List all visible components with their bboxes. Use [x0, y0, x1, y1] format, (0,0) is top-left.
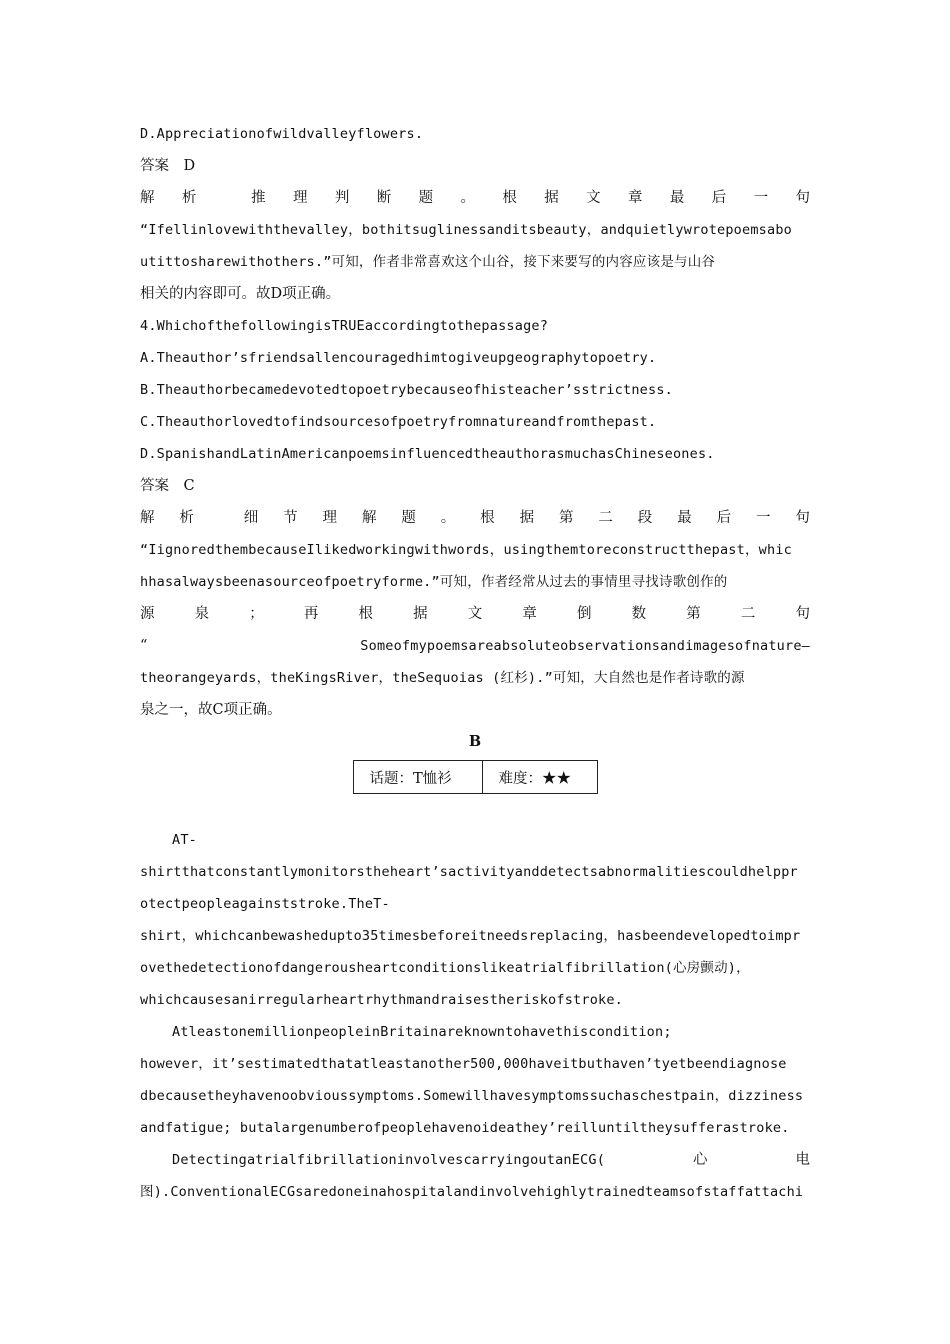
passage-p2-line-4: andfatigue; butalargenumberofpeoplehavenoideathey’reilluntiltheysufferastroke. — [140, 1120, 790, 1136]
q4-analysis-line-2: “IignoredthembecauseIlikedworkingwithwords，usingthemtoreconstructthepast，whic — [140, 542, 792, 558]
passage-p1-line-4: shirt，whichcanbewashedupto35timesbeforeitneedsreplacing，hasbeendevelopedtoimpr — [140, 928, 801, 944]
q4-analysis-line-1: 解 析 细 节 理 解 题 。 根 据 第 二 段 最 后 一 句 — [140, 510, 810, 526]
passage-p1-line-1: AT- — [172, 832, 197, 848]
q4-answer: 答案 C — [140, 478, 195, 494]
q3-option-d: D.Appreciationofwildvalleyflowers. — [140, 126, 424, 142]
document-page — [140, 118, 810, 1208]
topic-table — [353, 760, 598, 794]
difficulty-cell: 难度：★★ — [482, 761, 597, 794]
passage-p2-line-2: however，it’sestimatedthatatleastanother500,000haveitbuthaven’tyetbeendiagnose — [140, 1056, 787, 1072]
q4-analysis-line-6: theorangeyards，theKingsRiver，theSequoias (红杉).”可知，大自然也是作者诗歌的源 — [140, 670, 745, 686]
q4-option-d: D.SpanishandLatinAmericanpoemsinfluencedtheauthorasmuchasChineseones. — [140, 446, 715, 462]
q3-analysis-line-3: utittosharewithothers.”可知，作者非常喜欢这个山谷，接下来要写的内容应该是与山谷 — [140, 254, 716, 270]
passage-p3-line-1: DetectingatrialfibrillationinvolvescarryingoutanECG( 心 电 — [172, 1152, 810, 1168]
q3-analysis-line-4: 相关的内容即可。故D项正确。 — [140, 286, 341, 302]
passage-p2-line-3: dbecausetheyhavenoobvioussymptoms.Somewillhavesymptomssuchaschestpain，dizziness — [140, 1088, 804, 1104]
passage-p1-line-6: whichcausesanirregularheartrhythmandraisestheriskofstroke. — [140, 992, 624, 1008]
passage-p1-line-5: ovethedetectionofdangerousheartconditionslikeatrialfibrillation(心房颤动)， — [140, 960, 750, 976]
q3-analysis-line-2: “Ifellinlovewiththevalley，bothitsuglinessanditsbeauty，andquietlywrotepoemsabo — [140, 222, 792, 238]
q3-answer: 答案 D — [140, 158, 196, 174]
topic-cell: 话题：T恤衫 — [353, 761, 482, 794]
q4-option-b: B.Theauthorbecamedevotedtopoetrybecauseofhisteacher’sstrictness. — [140, 382, 673, 398]
passage-p1-line-2: shirtthatconstantlymonitorstheheart’sactivityanddetectsabnormalitiescouldhelppr — [140, 864, 798, 880]
q4-analysis-line-4: 源 泉 ； 再 根 据 文 章 倒 数 第 二 句 — [140, 606, 810, 622]
q4-analysis-line-3: hhasalwaysbeenasourceofpoetryforme.”可知，作者经常从过去的事情里寻找诗歌创作的 — [140, 574, 728, 590]
passage-p3-line-2: 图).ConventionalECGsaredoneinahospitalandinvolvehighlytrainedteamsofstaffattachi — [140, 1184, 804, 1200]
q4-analysis-line-7: 泉之一，故C项正确。 — [140, 702, 282, 718]
q3-analysis-line-1: 解 析 推 理 判 断 题 。 根 据 文 章 最 后 一 句 — [140, 190, 810, 206]
q4-option-a: A.Theauthor’sfriendsallencouragedhimtogiveupgeographytopoetry. — [140, 350, 657, 366]
section-letter: B — [468, 733, 482, 750]
q4-option-c: C.Theauthorlovedtofindsourcesofpoetryfromnatureandfromthepast. — [140, 414, 657, 430]
passage-p1-line-3: otectpeopleagainststroke.TheT- — [140, 896, 390, 912]
q4-analysis-line-5: “ Someofmypoemsareabsoluteobservationsandimagesofnature— — [140, 638, 810, 654]
q4-question: 4.WhichofthefollowingisTRUEaccordingtothepassage? — [140, 318, 549, 334]
passage-p2-line-1: AtleastonemillionpeopleinBritainareknowntohavethiscondition; — [172, 1024, 672, 1040]
